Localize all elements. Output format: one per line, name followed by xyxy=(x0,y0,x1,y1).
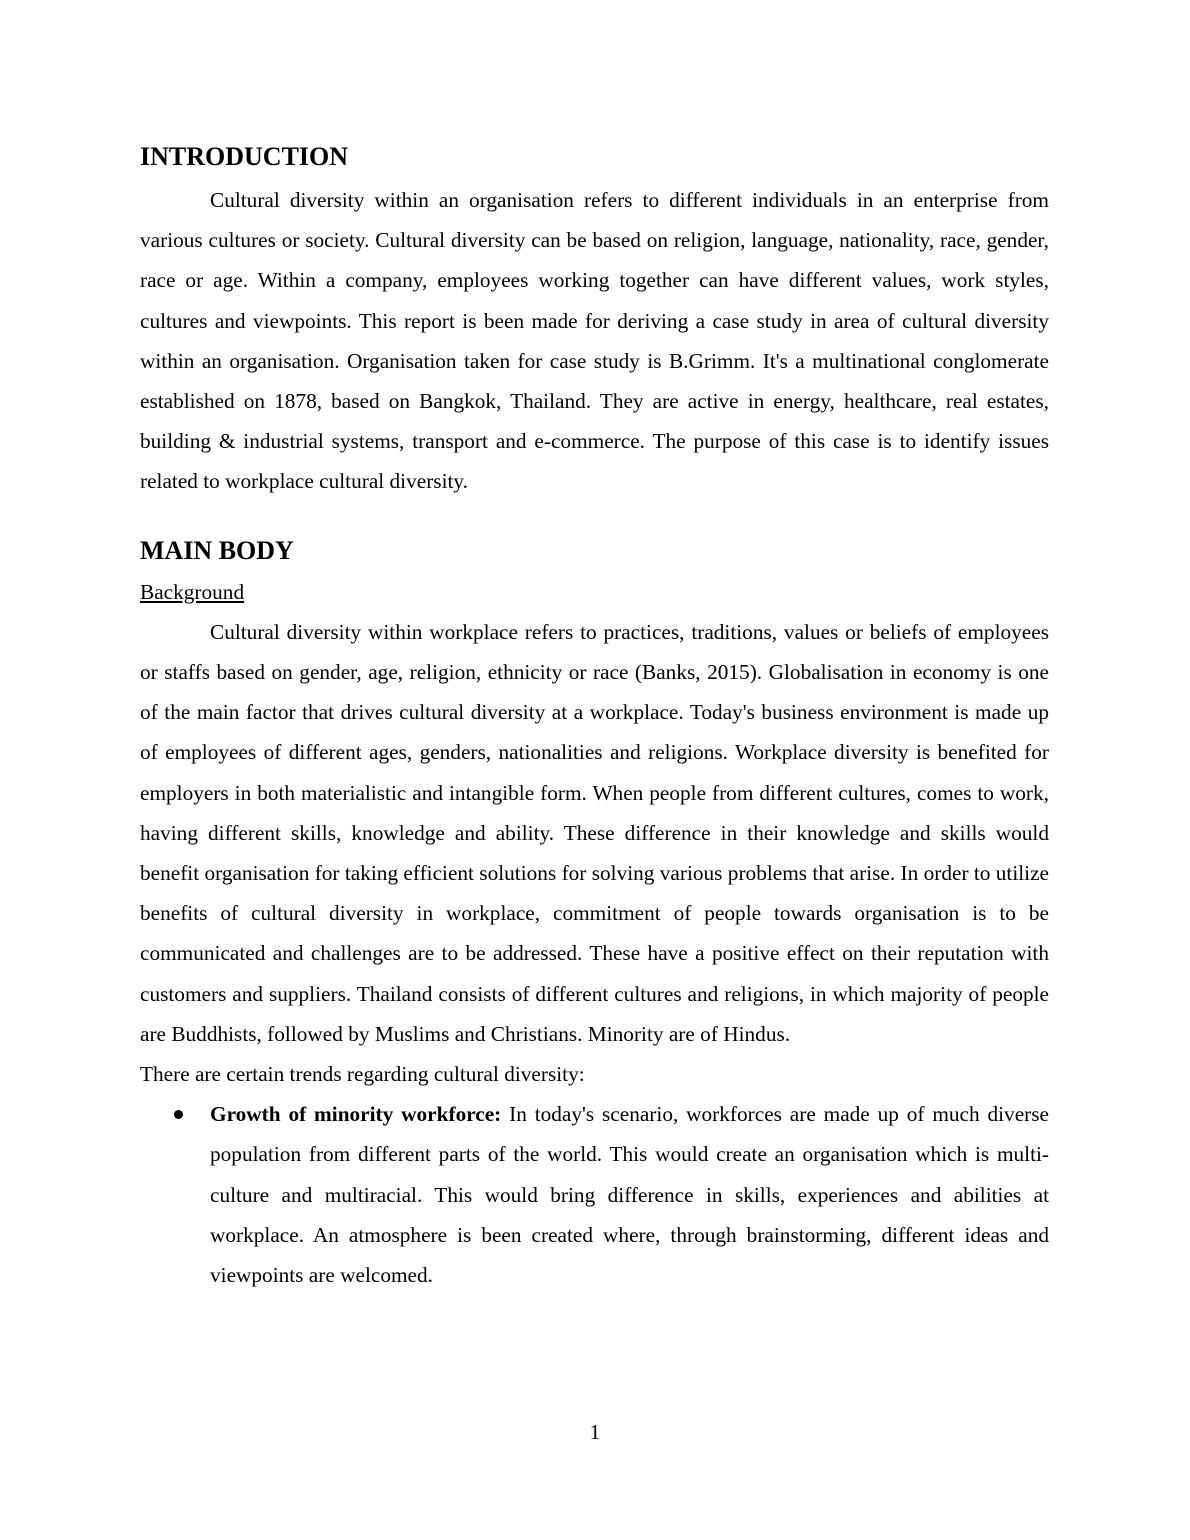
list-item xyxy=(140,1094,1049,1295)
page-number: 1 xyxy=(589,1420,601,1444)
introduction-paragraph: Cultural diversity within an organisation refers to different individuals in an enterprise from various cultures or society. Cultural diversity can be based on religion, language, nationality, race, gender, race or age. Within a company, employees working together can have different values, work styles, cultures and viewpoints. This report is been made for deriving a case study in area of cultural diversity within an organisation. Organisation taken for case study is B.Grimm. It's a multinational conglomerate established on 1878, based on Bangkok, Thailand. They are active in energy, healthcare, real estates, building & industrial systems, transport and e-commerce. The purpose of this case is to identify issues related to workplace cultural diversity. xyxy=(140,188,1049,494)
background-paragraph: Cultural diversity within workplace refers to practices, traditions, values or beliefs of employees or staffs based on gender, age, religion, ethnicity or race (Banks, 2015). Globalisation in economy is one of the main factor that drives cultural diversity at a workplace. Today's business environment is made up of employees of different ages, genders, nationalities and religions. Workplace diversity is benefited for employers in both materialistic and intangible form. When people from different cultures, comes to work, having different skills, knowledge and ability. These difference in their knowledge and skills would benefit organisation for taking efficient solutions for solving various problems that arise. In order to utilize benefits of cultural diversity in workplace, commitment of people towards organisation is to be communicated and challenges are to be addressed. These have a positive effect on their reputation with customers and suppliers. Thailand consists of different cultures and religions, in which majority of people are Buddhists, followed by Muslims and Christians. Minority are of Hindus. xyxy=(140,619,1049,1046)
page-content xyxy=(140,138,1049,1295)
trends-intro: There are certain trends regarding cultural diversity: xyxy=(140,1062,585,1087)
main-body-heading: MAIN BODY xyxy=(140,535,294,565)
background-subheading: Background xyxy=(140,579,245,604)
trend-title: Growth of minority workforce: xyxy=(210,1102,502,1127)
trend-text: In today's scenario, workforces are made up of much diverse population from different parts of the world. This would create an organisation which is multi-culture and multiracial. This would bring difference in skills, experiences and abilities at workplace. An atmosphere is been created where, through brainstorming, different ideas and viewpoints are welcomed. xyxy=(210,1102,1049,1288)
trend-list xyxy=(140,1094,1049,1295)
bullet-icon xyxy=(174,1110,183,1119)
introduction-heading: INTRODUCTION xyxy=(140,142,349,171)
